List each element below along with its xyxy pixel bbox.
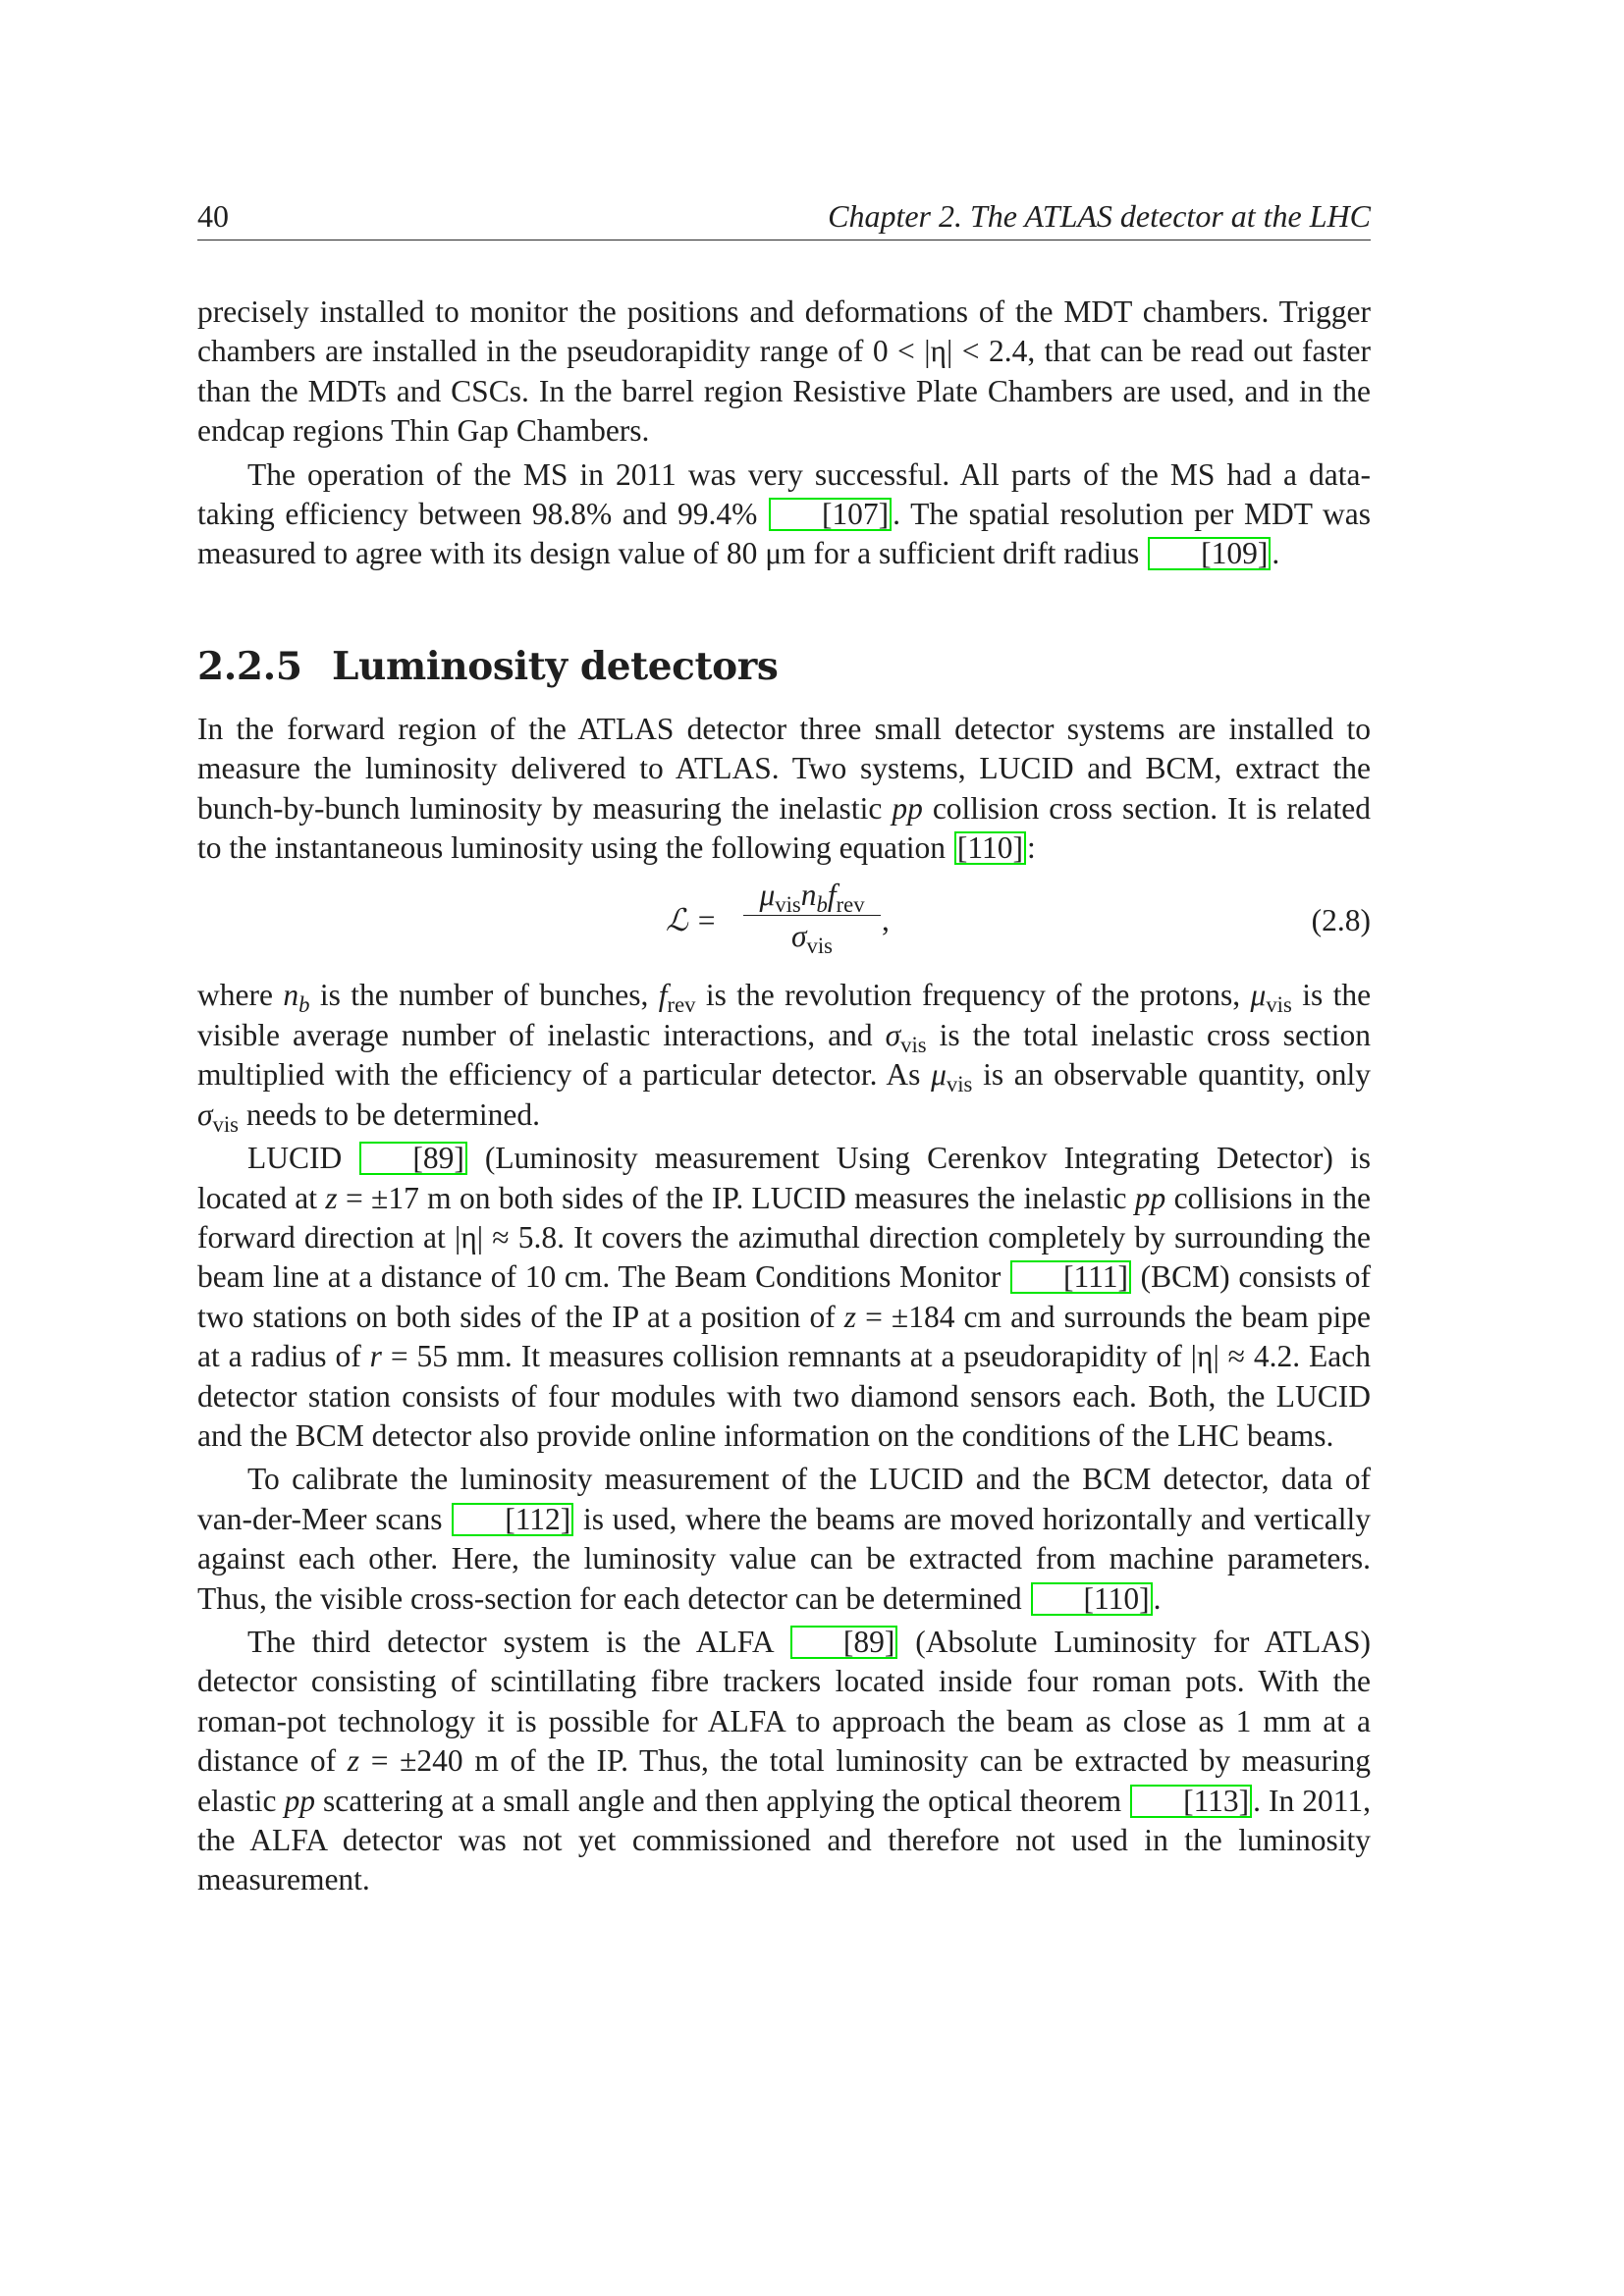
- text-run: :: [1026, 830, 1036, 866]
- fraction-numerator: [743, 876, 881, 916]
- n-symbol: n: [800, 878, 817, 913]
- text-run: LUCID: [247, 1141, 343, 1176]
- equation-comma: ,: [882, 903, 890, 938]
- text-run: is an observable quantity, only: [983, 1057, 1371, 1093]
- equation-2-8: [197, 876, 1371, 970]
- math-symbol: σ: [197, 1096, 213, 1132]
- paragraph-alfa: [197, 1623, 1371, 1900]
- paragraph-ms-operation: [197, 455, 1371, 574]
- subscript: vis: [1266, 992, 1292, 1018]
- subscript: rev: [667, 992, 696, 1018]
- equals-sign: =: [697, 903, 716, 938]
- math-symbol: z: [843, 1299, 857, 1334]
- text-run: needs to be determined.: [245, 1096, 541, 1132]
- math-symbol: z: [325, 1180, 338, 1215]
- fraction-denominator: [743, 916, 881, 957]
- subscript: vis: [806, 934, 833, 959]
- math-symbol: μ: [1250, 978, 1267, 1013]
- subscript: vis: [946, 1072, 973, 1097]
- subscript: vis: [900, 1032, 927, 1057]
- subscript: b: [816, 892, 828, 918]
- math-pp: pp: [284, 1783, 315, 1818]
- text-run: . In 2011, the ALFA detector was not yet commissioned and therefore not used in the luminosity measurement.: [197, 1783, 1372, 1897]
- math-symbol: z: [347, 1743, 360, 1779]
- text-run: .: [1272, 536, 1280, 571]
- paragraph-lucid-bcm: [197, 1139, 1371, 1456]
- text-run: collisions in the forward direction at |η| ≈ 5.8. It covers the azimuthal direction completely by surrounding the beam line at a distance of 10 cm. The Beam Conditions Monitor: [197, 1180, 1371, 1295]
- citation-link[interactable]: [89]: [790, 1626, 897, 1659]
- text-run: where: [197, 978, 273, 1013]
- math-symbol: r: [369, 1339, 382, 1374]
- text-run: .: [1153, 1580, 1162, 1616]
- text-run: . The spatial resolution per MDT was measured to agree with its design value of 80 μm for a sufficient drift radius: [197, 497, 1371, 571]
- chapter-title: Chapter 2. The ATLAS detector at the LHC: [828, 198, 1371, 234]
- text-run: (BCM) consists of two stations on both sides of the IP at a position of: [197, 1259, 1372, 1334]
- math-pp: pp: [892, 790, 923, 826]
- text-run: collision cross section. It is related to the instantaneous luminosity using the following equation: [197, 790, 1372, 866]
- subscript: vis: [775, 892, 801, 918]
- section-number: 2.2.5: [197, 643, 302, 689]
- mu-symbol: μ: [759, 878, 776, 913]
- citation-link[interactable]: [113]: [1130, 1785, 1252, 1818]
- subscript: b: [298, 992, 310, 1018]
- page-number: 40: [197, 198, 229, 234]
- text-run: is used, where the beams are moved horizontally and vertically against each other. Here, the luminosity value can be extracted from machine parameters. Thus, the visible cross-section for each detector can be determined: [197, 1501, 1372, 1616]
- text-run: To calibrate the luminosity measurement of the LUCID and the BCM detector, data of van-der-Meer scans: [197, 1462, 1371, 1536]
- math-symbol: σ: [885, 1017, 901, 1052]
- paragraph-muon-trigger: [197, 293, 1371, 452]
- paragraph-equation-explanation: [197, 976, 1371, 1135]
- text-run: (Luminosity measurement Using Cerenkov Integrating Detector) is located at: [197, 1141, 1372, 1215]
- section-title: Luminosity detectors: [332, 643, 779, 689]
- citation-link[interactable]: [111]: [1010, 1260, 1131, 1294]
- text-run: The third detector system is the ALFA: [247, 1624, 773, 1659]
- paragraph-calibration: [197, 1460, 1371, 1619]
- lhs-symbol: ℒ: [666, 903, 688, 938]
- running-header: [197, 192, 1371, 240]
- text-run: = 55 mm. It measures collision remnants at a pseudorapidity of |η| ≈ 4.2. Each detector station consists of four modules with two diamond sensors each. Both, the LUCID and the BCM detector also provide online information on the conditions of the LHC beams.: [197, 1339, 1372, 1453]
- paragraph-text: precisely installed to monitor the positions and deformations of the MDT chambers. Trigger chambers are installed in the pseudorapidity range of 0 < |η| < 2.4, that can be read out faster than the MDTs and CSCs. In the barrel region Resistive Plate Chambers are used, and in the endcap regions Thin Gap Chambers.: [197, 294, 1371, 449]
- math-symbol: n: [283, 978, 299, 1013]
- equation-number: (2.8): [1311, 903, 1371, 938]
- citation-link[interactable]: [107]: [769, 498, 892, 531]
- sigma-symbol: σ: [790, 919, 807, 954]
- text-run: scattering at a small angle and then applying the optical theorem: [323, 1783, 1122, 1818]
- text-run: is the visible average number of inelastic interactions, and: [197, 978, 1372, 1052]
- text-run: (Absolute Luminosity for ATLAS) detector consisting of scintillating fibre trackers located inside four roman pots. With the roman-pot technology it is possible for ALFA to approach the beam as close as 1 mm at a distance of: [197, 1624, 1372, 1779]
- citation-link[interactable]: [110]: [954, 831, 1026, 865]
- text-run: The operation of the MS in 2011 was very successful. All parts of the MS had a data-taking efficiency between 98.8% and 99.4%: [197, 456, 1371, 532]
- math-symbol: μ: [931, 1057, 947, 1093]
- citation-link[interactable]: [109]: [1148, 537, 1271, 570]
- equation-lhs: [666, 903, 715, 938]
- text-run: is the total inelastic cross section multiplied with the efficiency of a particular detector. As: [197, 1017, 1372, 1093]
- text-run: In the forward region of the ATLAS detector three small detector systems are installed to measure the luminosity delivered to ATLAS. Two systems, LUCID and BCM, extract the bunch-by-bunch luminosity by measuring the inelastic: [197, 711, 1371, 826]
- citation-link[interactable]: [112]: [452, 1503, 573, 1536]
- section-heading: [197, 643, 1371, 690]
- equation-fraction: [743, 876, 881, 957]
- citation-link[interactable]: [110]: [1031, 1582, 1153, 1616]
- paragraph-luminosity-intro: [197, 710, 1371, 869]
- math-symbol: f: [658, 978, 668, 1013]
- math-pp: pp: [1134, 1180, 1166, 1215]
- f-symbol: f: [827, 878, 837, 913]
- subscript: vis: [212, 1111, 240, 1137]
- text-run: = ±240 m of the IP. Thus, the total luminosity can be extracted by measuring elastic: [197, 1743, 1372, 1818]
- text-run: = ±184 cm and surrounds the beam pipe at a radius of: [197, 1299, 1371, 1374]
- page-body: [197, 293, 1371, 1900]
- text-run: = ±17 m on both sides of the IP. LUCID measures the inelastic: [345, 1180, 1127, 1215]
- text-run: is the number of bunches,: [319, 978, 649, 1013]
- citation-link[interactable]: [89]: [359, 1142, 466, 1175]
- subscript: rev: [836, 892, 865, 918]
- text-run: is the revolution frequency of the protons,: [705, 978, 1241, 1013]
